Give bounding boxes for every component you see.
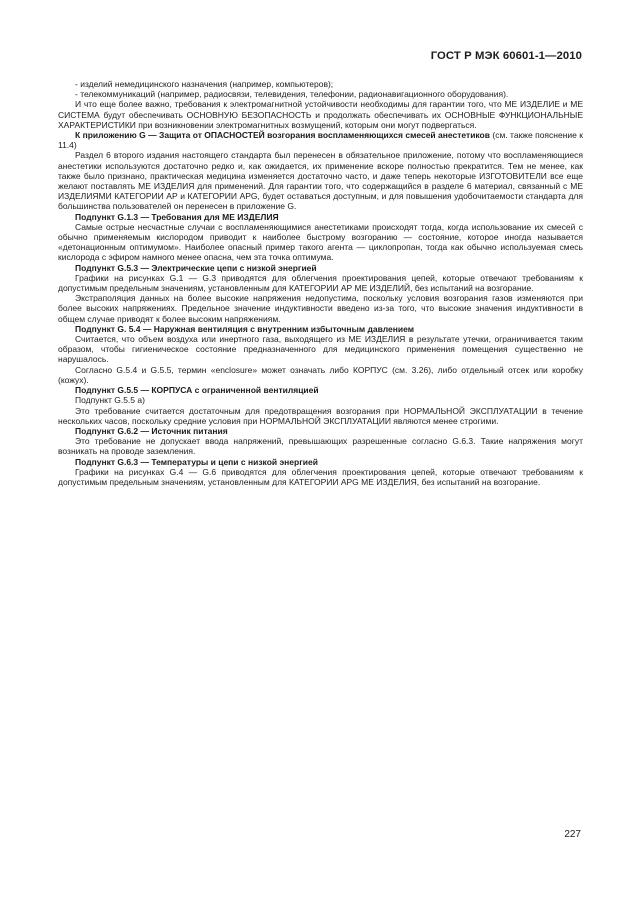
page-number: 227 — [564, 829, 581, 840]
paragraph: Графики на рисунках G.4 — G.6 приводятся для облегчения проектирования цепей, которые отвечают требованиям к допустимым предельным значениям, установленным для КАТЕГОРИИ APG МЕ ИЗДЕЛИЯ, без испытаний на возгорание. — [58, 466, 583, 487]
paragraph: Графики на рисунках G.1 — G.3 приводятся для облегчения проектирования цепей, которые отвечают требованиям к допустимым предельным значениям, установленным для КАТЕГОРИИ АР МЕ ИЗДЕЛИЙ, без испытаний на возгорание. — [58, 272, 583, 294]
paragraph: Это требование не допускает ввода напряжений, превышающих разрешенные согласно G.6.3. Такие напряжения могут возникать на проводе заземления. — [58, 436, 583, 457]
paragraph: - телекоммуникаций (например, радиосвязи, телевидения, телефонии, радионавигационного оборудования). — [75, 89, 509, 100]
subclause-heading: Подпункт G.6.2 — Источник питания — [75, 425, 228, 436]
subclause-heading: Подпункт G.5.5 — КОРПУСА с ограниченной вентиляцией — [75, 385, 319, 396]
annex-heading-title: К приложению G — Защита от ОПАСНОСТЕЙ возгорания воспламеняющихся смесей анестетиков — [75, 130, 490, 141]
subclause-heading: Подпункт G.5.3 — Электрические цепи с низкой энергией — [75, 262, 317, 273]
paragraph: - изделий немедицинского назначения (например, компьютеров); — [75, 79, 334, 89]
subclause-heading: Подпункт G.6.3 — Температуры и цепи с низкой энергией — [75, 456, 318, 467]
document-body — [58, 79, 583, 487]
paragraph: Экстраполяция данных на более высокие напряжения недопустима, поскольку условия возгорания газов изменяются при более высоких напряжениях. Предельное значение индуктивности введено из-за того, что высокие значения индуктивности в общем случае приводят к более высоким напряжениям. — [58, 293, 583, 324]
paragraph: И что еще более важно, требования к электромагнитной устойчивости необходимы для гарантии того, что МЕ ИЗДЕЛИЕ и МЕ СИСТЕМА будут обеспечивать ОСНОВНУЮ БЕЗОПАСНОСТЬ и продолжать обеспечивать их ОСНОВНЫЕ ФУНКЦИОНАЛЬНЫЕ ХАРАКТЕРИСТИКИ при возникновении электромагнитных возмущений, которым они могут подвергаться. — [58, 99, 583, 130]
annex-heading — [58, 130, 583, 150]
paragraph: Согласно G.5.4 и G.5.5, термин «enclosure» может означать либо КОРПУС (см. 3.26), либо отдельный отсек или коробку (кожух). — [58, 364, 583, 385]
document-header: ГОСТ Р МЭК 60601-1—2010 — [430, 50, 582, 62]
paragraph: Подпункт G.5.5 а) — [75, 395, 145, 406]
paragraph: Раздел 6 второго издания настоящего стандарта был перенесен в обязательное приложение, потому что воспламеняющиеся анестетики используются достаточно редко и, как ожидается, их применение вскоре полностью прекратится. Тем не менее, как также было признано, практическая медицина изменяется достаточно часто, и даже теперь некоторые ИЗГОТОВИТЕЛИ все еще желают поставлять МЕ ИЗДЕЛИЯ для применений. Для гарантии того, что содержащийся в разделе 6 материал, связанный с МЕ ИЗДЕЛИЯМИ КАТЕГОРИИ АР и КАТЕГОРИИ APG, будет оставаться доступным, и для повышения удобочитаемости стандарта для большинства пользователей он перенесен в приложение G. — [58, 150, 583, 212]
paragraph: Это требование считается достаточным для предотвращения возгорания при НОРМАЛЬНОЙ ЭКСПЛУАТАЦИИ в течение нескольких часов, поскольку средние условия при НОРМАЛЬНОЙ ЭКСПЛУАТАЦИИ являются менее строгими. — [58, 405, 583, 426]
subclause-heading: Подпункт G. 5.4 — Наружная вентиляция с внутренним избыточным давлением — [75, 323, 414, 334]
paragraph: Самые острые несчастные случаи с воспламеняющимися анестетиками происходят тогда, когда использование их смесей с обычно применяемым кислородом приводит к наиболее быстрому возгоранию — состояние, которое иногда называется «детонационным оптимумом». Наиболее опасный пример такого агента — циклопропан, тогда как обычно используемая смесь кислорода с эфиром намного менее опасна, чем эта точка оптимума. — [58, 221, 583, 263]
annex-heading-note: (см. также пояснение к 11.4) — [58, 130, 583, 151]
subclause-heading: Подпункт G.1.3 — Требования для МЕ ИЗДЕЛИЯ — [75, 211, 279, 222]
paragraph: Считается, что объем воздуха или инертного газа, выходящего из МЕ ИЗДЕЛИЯ в результате утечки, ограничивается таким образом, чтобы гигиеническое состояние предназначенного для медицинского применения помещения существенно не нарушалось. — [58, 334, 583, 365]
